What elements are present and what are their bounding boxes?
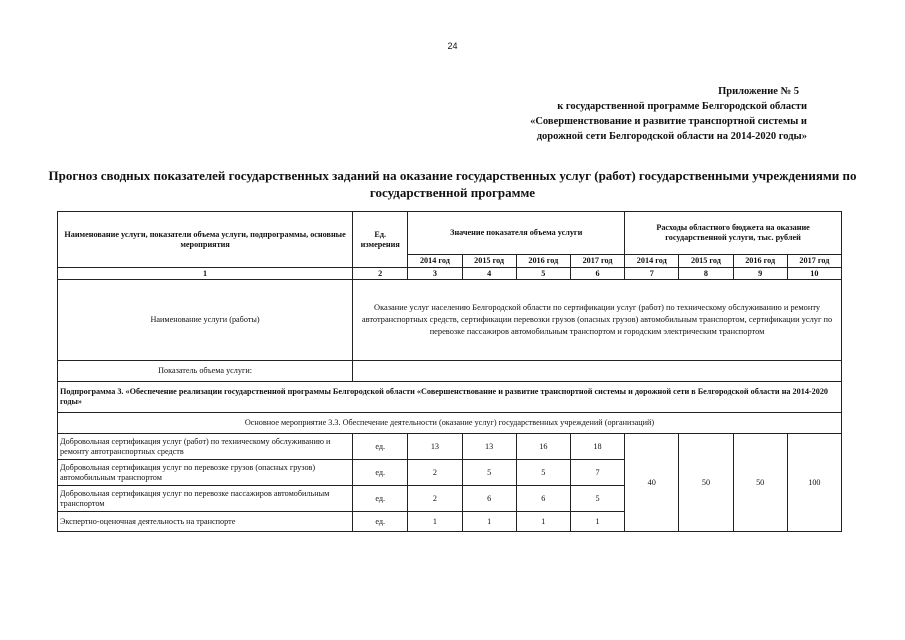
row-name: Добровольная сертификация услуг по перевозке грузов (опасных грузов) автомобильным транспортом — [58, 460, 353, 486]
row-value-2016: 16 — [516, 434, 570, 460]
activity-title: Основное мероприятие 3.3. Обеспечение деятельности (оказание услуг) государственных учреждений (организаций) — [58, 413, 842, 434]
subprogram-title: Подпрограмма 3. «Обеспечение реализации государственной программы Белгородской области «Совершенствование и развитие транспортной системы и дорожной сети в Белгородской области на 2014-2020 годы» — [58, 382, 842, 413]
row-value-2017: 7 — [570, 460, 624, 486]
activity-row — [58, 413, 842, 434]
column-number: 7 — [625, 268, 679, 280]
table-row — [58, 434, 842, 460]
row-name: Добровольная сертификация услуг по перевозке пассажиров автомобильным транспортом — [58, 486, 353, 512]
row-value-2017: 5 — [570, 486, 624, 512]
service-label: Наименование услуги (работы) — [58, 280, 353, 361]
row-value-2015: 5 — [462, 460, 516, 486]
subprogram-row — [58, 382, 842, 413]
header-unit: Ед. измерения — [353, 212, 408, 268]
row-unit: ед. — [353, 460, 408, 486]
page-number: 24 — [447, 41, 458, 51]
row-unit: ед. — [353, 512, 408, 532]
column-number: 5 — [516, 268, 570, 280]
row-value-2014: 13 — [408, 434, 462, 460]
row-value-2014: 1 — [408, 512, 462, 532]
row-value-2014: 2 — [408, 486, 462, 512]
row-value-2015: 13 — [462, 434, 516, 460]
column-number: 1 — [58, 268, 353, 280]
appendix-line-2: к государственной программе Белгородской области — [557, 101, 807, 112]
column-number: 8 — [679, 268, 733, 280]
row-unit: ед. — [353, 486, 408, 512]
indicators-table — [57, 211, 842, 532]
header-row-1 — [58, 212, 842, 255]
appendix-line-4: дорожной сети Белгородской области на 2014-2020 годы» — [536, 131, 807, 142]
expense-2017: 100 — [787, 434, 841, 532]
row-value-2017: 18 — [570, 434, 624, 460]
column-number: 2 — [353, 268, 408, 280]
column-number: 4 — [462, 268, 516, 280]
header-expense-year: 2017 год — [787, 255, 841, 268]
row-unit: ед. — [353, 434, 408, 460]
row-value-2015: 1 — [462, 512, 516, 532]
header-volume-year: 2017 год — [570, 255, 624, 268]
expense-2016: 50 — [733, 434, 787, 532]
row-value-2014: 2 — [408, 460, 462, 486]
column-number: 3 — [408, 268, 462, 280]
header-expense-year: 2014 год — [625, 255, 679, 268]
column-number: 9 — [733, 268, 787, 280]
header-volume-year: 2014 год — [408, 255, 462, 268]
header-volume-year: 2016 год — [516, 255, 570, 268]
indicator-label: Показатель объема услуги: — [58, 361, 353, 382]
expense-2014: 40 — [625, 434, 679, 532]
service-row — [58, 280, 842, 361]
document-title: Прогноз сводных показателей государственных заданий на оказание государственных услуг (работ) государственными учреждениями по государственной программе — [48, 168, 857, 200]
column-number: 10 — [787, 268, 841, 280]
service-description: Оказание услуг населению Белгородской области по сертификации услуг (работ) по техническому обслуживанию и ремонту автотранспортных средств, сертификации перевозки грузов (опасных грузов) автомобильным транспортом, сертификации услуг по перевозке пассажиров автомобильным транспортом и городским электрическим транспортом — [353, 280, 842, 361]
indicator-empty — [353, 361, 842, 382]
header-volume-year: 2015 год — [462, 255, 516, 268]
row-value-2017: 1 — [570, 512, 624, 532]
header-expense-year: 2016 год — [733, 255, 787, 268]
row-name: Экспертно-оценочная деятельность на транспорте — [58, 512, 353, 532]
row-name: Добровольная сертификация услуг (работ) по техническому обслуживанию и ремонту автотранспортных средств — [58, 434, 353, 460]
indicator-row — [58, 361, 842, 382]
row-value-2016: 1 — [516, 512, 570, 532]
row-value-2016: 6 — [516, 486, 570, 512]
row-value-2016: 5 — [516, 460, 570, 486]
column-number: 6 — [570, 268, 624, 280]
header-expense-group: Расходы областного бюджета на оказание государственной услуги, тыс. рублей — [625, 212, 842, 255]
header-expense-year: 2015 год — [679, 255, 733, 268]
row-value-2015: 6 — [462, 486, 516, 512]
appendix-line-3: «Совершенствование и развитие транспортной системы и — [530, 116, 807, 127]
header-name: Наименование услуги, показатели объема услуги, подпрограммы, основные мероприятия — [58, 212, 353, 268]
expense-2015: 50 — [679, 434, 733, 532]
appendix-line-1: Приложение № 5 — [718, 86, 799, 97]
header-volume-group: Значение показателя объема услуги — [408, 212, 625, 255]
column-numbers-row — [58, 268, 842, 280]
appendix-header — [447, 84, 807, 144]
